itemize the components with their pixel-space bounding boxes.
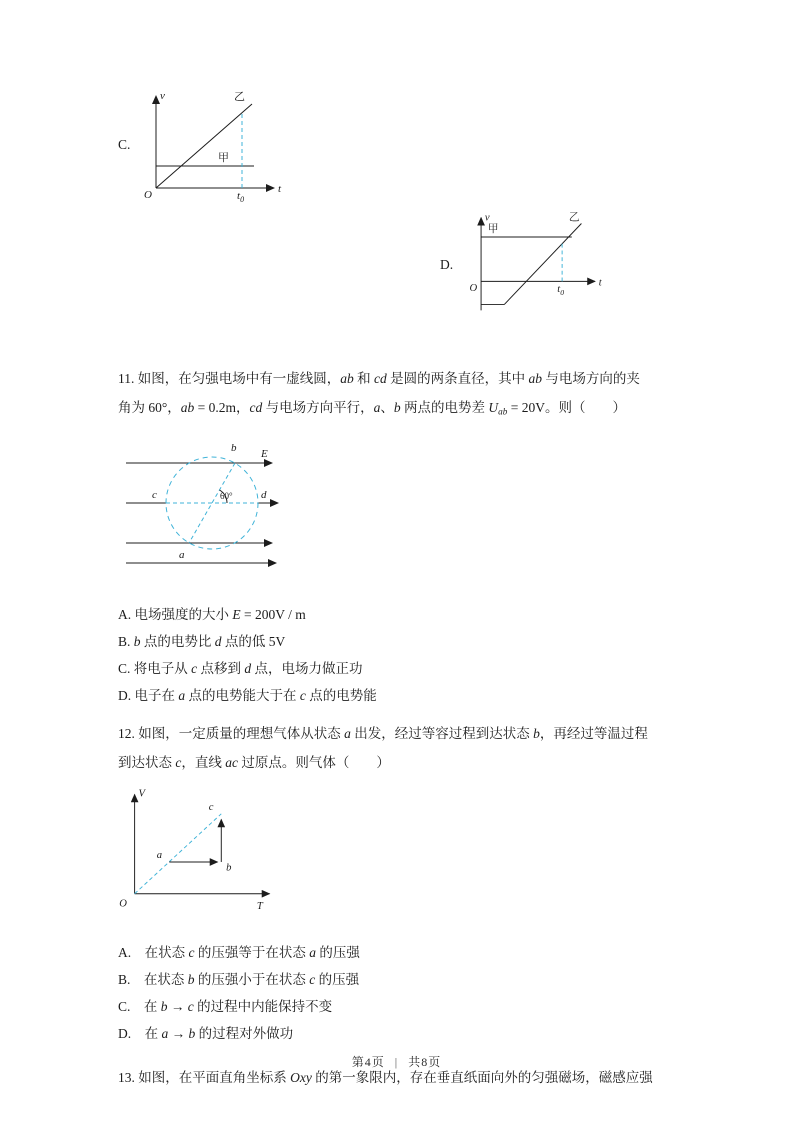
yi-label: 乙 (234, 91, 246, 103)
question-11 (118, 364, 683, 709)
v-axis-label: V (138, 788, 145, 800)
jia-label: 甲 (218, 152, 230, 164)
point-d-label: d (261, 488, 267, 501)
q12-option-b: B. 在状态 b 的压强小于在状态 c 的压强 (118, 971, 360, 987)
question-12 (118, 719, 683, 1047)
state-b-label: b (226, 862, 232, 874)
jia-label: 甲 (487, 224, 499, 236)
footer-page-number: 第4页 (351, 1055, 385, 1069)
line-yi (504, 224, 581, 305)
figure-option-d (440, 210, 683, 320)
footer-separator: | (394, 1055, 399, 1069)
footer-total-pages: 共8页 (408, 1055, 442, 1069)
question-11-options (118, 601, 683, 709)
point-a-label: a (179, 548, 185, 561)
angle-label: 60° (220, 490, 233, 501)
question-12-text-line-1: 12. 如图，一定质量的理想气体从状态 a 出发，经过等容过程到达状态 b，再经过等温过程 (118, 725, 648, 741)
yi-label: 乙 (569, 212, 580, 224)
q12-option-c: C. 在 b → c 的过程中内能保持不变 (118, 998, 333, 1014)
q11-option-c: C. 将电子从 c 点移到 d 点，电场力做正功 (118, 660, 363, 676)
electric-field-circle-figure (120, 435, 295, 575)
t-axis-label: t (598, 277, 602, 289)
page-content (118, 88, 683, 1092)
q11-option-b: B. b 点的电势比 d 点的低 5V (118, 633, 286, 649)
line-oac-dashed (135, 813, 222, 893)
question-12-text-line-2: 到达状态 c，直线 ac 过原点。则气体（ ） (118, 754, 390, 770)
option-label-d: D. (440, 257, 454, 272)
t0-label: $t_0$ (557, 284, 565, 297)
question-12-options (118, 939, 683, 1047)
question-13-text-line-1: 13. 如图，在平面直角坐标系 Oxy 的第一象限内，存在垂直纸面向外的匀强磁场，磁感应强 (118, 1069, 653, 1085)
graph-c-vt (140, 88, 290, 202)
point-b-label: b (231, 441, 237, 454)
q11-option-d: D. 电子在 a 点的电势能大于在 c 点的电势能 (118, 687, 377, 703)
q11-option-a: A. 电场强度的大小 E = 200V / m (118, 606, 306, 622)
page-footer (0, 1053, 793, 1070)
origin-label: O (119, 897, 127, 909)
t-axis-label: T (256, 900, 263, 912)
state-c-label: c (208, 801, 214, 813)
question-11-text-line-1: 11. 如图，在匀强电场中有一虚线圆，ab 和 cd 是圆的两条直径，其中 ab 与电场方向的夹 (118, 371, 640, 386)
v-axis-label: v (160, 90, 166, 102)
option-label-c: C. (118, 137, 131, 152)
question-11-text-line-2: 角为 60°，ab = 0.2m，cd 与电场方向平行，a、b 两点的电势差 $U_{ab} = 20V$。则（ ） (118, 400, 626, 417)
field-label-E: E (261, 447, 268, 460)
line-yi (156, 104, 252, 188)
q12-option-d: D. 在 a → b 的过程对外做功 (118, 1025, 294, 1041)
origin-label: O (469, 283, 478, 295)
state-a-label: a (156, 849, 163, 861)
v-axis-label: v (485, 212, 490, 224)
graph-d-vt (463, 210, 613, 320)
point-c-label: c (152, 488, 157, 501)
vt-gas-figure (110, 783, 295, 913)
q12-option-a: A. 在状态 c 的压强等于在状态 a 的压强 (118, 944, 360, 960)
t-axis-label: t (278, 183, 282, 195)
origin-label: O (144, 189, 153, 201)
t0-label: $t_0$ (237, 190, 245, 202)
figure-option-c (118, 88, 683, 202)
